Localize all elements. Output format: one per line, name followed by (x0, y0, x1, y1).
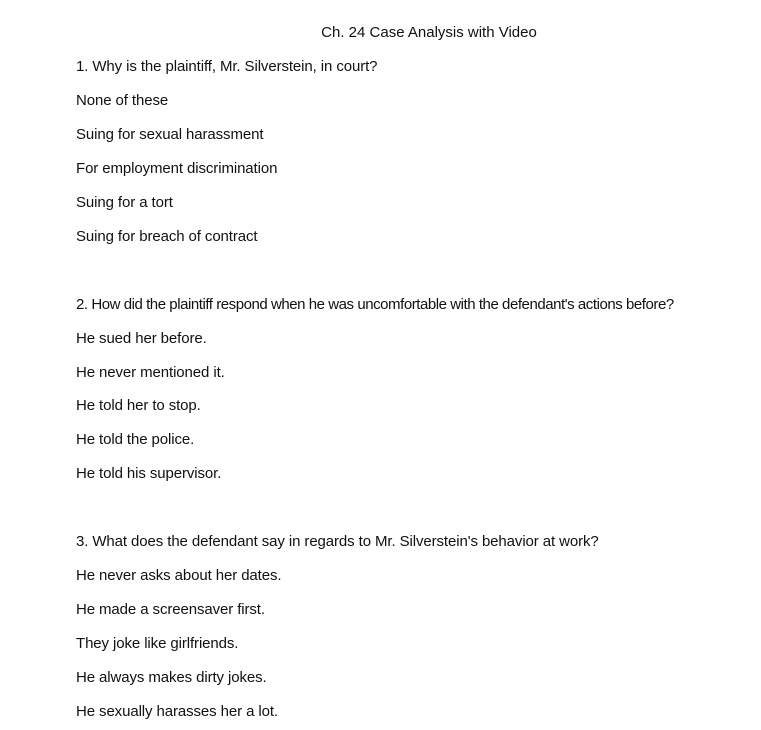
question-1-option-4: Suing for a tort (76, 194, 173, 211)
question-3-option-2: He made a screensaver first. (76, 601, 265, 618)
question-1-option-3: For employment discrimination (76, 160, 278, 177)
question-3-option-3: They joke like girlfriends. (76, 635, 239, 652)
question-2-option-4: He told the police. (76, 431, 195, 448)
question-2-option-5: He told his supervisor. (76, 465, 222, 482)
question-2-option-1: He sued her before. (76, 330, 207, 347)
question-2-option-2: He never mentioned it. (76, 364, 225, 381)
question-2-option-3: He told her to stop. (76, 397, 201, 414)
question-2: 2. How did the plaintiff respond when he was uncomfortable with the defendant's actions before? (76, 296, 674, 313)
question-3-option-4: He always makes dirty jokes. (76, 669, 267, 686)
question-1-option-2: Suing for sexual harassment (76, 126, 264, 143)
question-3-option-1: He never asks about her dates. (76, 567, 282, 584)
question-1-option-1: None of these (76, 92, 169, 109)
question-1: 1. Why is the plaintiff, Mr. Silverstein, in court? (76, 58, 378, 75)
question-3: 3. What does the defendant say in regards to Mr. Silverstein's behavior at work? (76, 533, 599, 550)
question-1-option-5: Suing for breach of contract (76, 228, 258, 245)
document-title: Ch. 24 Case Analysis with Video (321, 24, 537, 41)
question-3-option-5: He sexually harasses her a lot. (76, 703, 279, 720)
